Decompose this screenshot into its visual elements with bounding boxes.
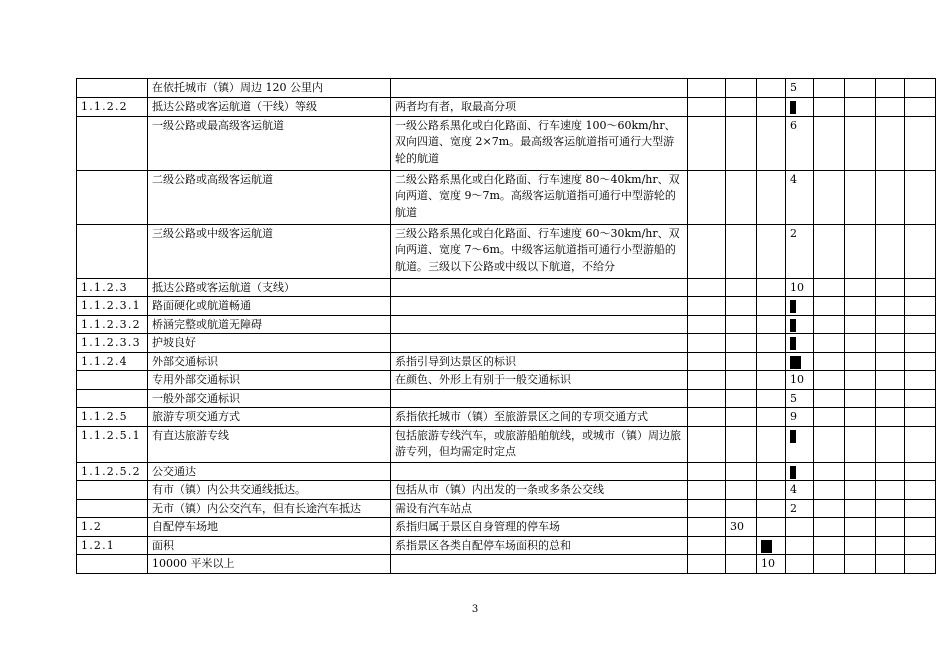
table-row	[77, 481, 936, 500]
table-row	[77, 518, 936, 537]
score-col-3	[757, 278, 786, 297]
table-row	[77, 315, 936, 334]
empty-cell	[905, 481, 936, 500]
row-code	[77, 79, 148, 98]
score-col-3	[757, 98, 786, 117]
score-col-2	[726, 278, 757, 297]
empty-cell	[876, 224, 905, 278]
empty-cell	[814, 462, 845, 481]
empty-cell	[876, 297, 905, 316]
table-row	[77, 371, 936, 390]
score-col-1	[688, 389, 726, 408]
row-item: 抵达公路或客运航道（支线）	[148, 278, 391, 297]
empty-cell	[814, 352, 845, 371]
score-col-4: 10	[786, 371, 814, 390]
score-col-2	[726, 536, 757, 555]
score-col-2: 30	[726, 518, 757, 537]
empty-cell	[876, 352, 905, 371]
score-col-4: 4	[786, 481, 814, 500]
row-description	[391, 278, 688, 297]
black-square-icon	[790, 430, 796, 443]
empty-cell	[905, 334, 936, 353]
empty-cell	[814, 408, 845, 427]
row-code: 1.1.2.3.2	[77, 315, 148, 334]
row-item: 面积	[148, 536, 391, 555]
empty-cell	[876, 481, 905, 500]
empty-cell	[814, 481, 845, 500]
score-col-1	[688, 352, 726, 371]
score-col-1	[688, 426, 726, 462]
empty-cell	[876, 536, 905, 555]
empty-cell	[905, 389, 936, 408]
empty-cell	[814, 536, 845, 555]
row-code	[77, 481, 148, 500]
row-item: 公交通达	[148, 462, 391, 481]
empty-cell	[876, 426, 905, 462]
empty-cell	[876, 278, 905, 297]
score-col-2	[726, 170, 757, 224]
empty-cell	[814, 426, 845, 462]
empty-cell	[905, 518, 936, 537]
row-code	[77, 499, 148, 518]
table-row	[77, 98, 936, 117]
empty-cell	[845, 334, 876, 353]
score-col-3	[757, 79, 786, 98]
score-col-3	[757, 224, 786, 278]
empty-cell	[905, 352, 936, 371]
table-row	[77, 499, 936, 518]
score-col-4: 6	[786, 116, 814, 170]
table-body	[77, 79, 936, 574]
row-item: 10000 平米以上	[148, 555, 391, 574]
score-col-3	[757, 334, 786, 353]
row-item: 护坡良好	[148, 334, 391, 353]
row-item: 旅游专项交通方式	[148, 408, 391, 427]
empty-cell	[814, 334, 845, 353]
row-code	[77, 555, 148, 574]
row-code	[77, 170, 148, 224]
empty-cell	[845, 389, 876, 408]
score-col-1	[688, 315, 726, 334]
row-description	[391, 315, 688, 334]
table-row	[77, 426, 936, 462]
score-col-3: 10	[757, 555, 786, 574]
row-item: 在依托城市（镇）周边 120 公里内	[148, 79, 391, 98]
row-description: 系指引导到达景区的标识	[391, 352, 688, 371]
score-col-3	[757, 536, 786, 555]
score-col-4	[786, 426, 814, 462]
score-col-1	[688, 499, 726, 518]
table-row	[77, 462, 936, 481]
score-col-2	[726, 499, 757, 518]
row-description	[391, 389, 688, 408]
row-description: 系指景区各类自配停车场面积的总和	[391, 536, 688, 555]
row-code	[77, 116, 148, 170]
empty-cell	[845, 371, 876, 390]
empty-cell	[905, 426, 936, 462]
table-row	[77, 334, 936, 353]
row-code: 1.1.2.4	[77, 352, 148, 371]
empty-cell	[876, 371, 905, 390]
empty-cell	[876, 408, 905, 427]
score-col-3	[757, 499, 786, 518]
table-row	[77, 297, 936, 316]
black-square-icon	[790, 337, 796, 350]
score-col-3	[757, 116, 786, 170]
empty-cell	[814, 555, 845, 574]
score-col-3	[757, 297, 786, 316]
score-col-3	[757, 408, 786, 427]
table-row	[77, 278, 936, 297]
empty-cell	[845, 170, 876, 224]
row-code: 1.2.1	[77, 536, 148, 555]
empty-cell	[814, 98, 845, 117]
row-item: 有市（镇）内公共交通线抵达。	[148, 481, 391, 500]
empty-cell	[814, 371, 845, 390]
empty-cell	[845, 499, 876, 518]
score-col-1	[688, 79, 726, 98]
table-row	[77, 389, 936, 408]
row-item: 三级公路或中级客运航道	[148, 224, 391, 278]
row-code: 1.1.2.5.2	[77, 462, 148, 481]
row-item: 一级公路或最高级客运航道	[148, 116, 391, 170]
score-col-1	[688, 371, 726, 390]
score-col-1	[688, 224, 726, 278]
row-item: 二级公路或高级客运航道	[148, 170, 391, 224]
score-col-1	[688, 98, 726, 117]
score-col-3	[757, 426, 786, 462]
row-code	[77, 224, 148, 278]
score-col-2	[726, 555, 757, 574]
empty-cell	[845, 116, 876, 170]
row-description: 包括从市（镇）内出发的一条或多条公交线	[391, 481, 688, 500]
empty-cell	[845, 352, 876, 371]
score-col-4	[786, 518, 814, 537]
empty-cell	[845, 462, 876, 481]
score-col-1	[688, 536, 726, 555]
empty-cell	[876, 170, 905, 224]
score-col-2	[726, 389, 757, 408]
empty-cell	[845, 79, 876, 98]
empty-cell	[814, 297, 845, 316]
score-col-4	[786, 536, 814, 555]
score-col-4	[786, 555, 814, 574]
row-code: 1.1.2.5	[77, 408, 148, 427]
row-code: 1.1.2.3	[77, 278, 148, 297]
score-col-4	[786, 315, 814, 334]
empty-cell	[814, 224, 845, 278]
empty-cell	[845, 426, 876, 462]
black-square-icon	[790, 101, 796, 114]
score-col-1	[688, 278, 726, 297]
score-col-2	[726, 116, 757, 170]
empty-cell	[905, 224, 936, 278]
row-code	[77, 371, 148, 390]
black-square-icon	[761, 540, 772, 553]
empty-cell	[845, 278, 876, 297]
score-col-1	[688, 462, 726, 481]
empty-cell	[845, 315, 876, 334]
row-code: 1.1.2.3.1	[77, 297, 148, 316]
row-description: 系指归属于景区自身管理的停车场	[391, 518, 688, 537]
table-row	[77, 79, 936, 98]
score-col-1	[688, 481, 726, 500]
score-col-2	[726, 224, 757, 278]
score-col-4: 5	[786, 79, 814, 98]
score-col-3	[757, 518, 786, 537]
score-col-1	[688, 555, 726, 574]
row-description: 两者均有者，取最高分项	[391, 98, 688, 117]
score-col-4: 2	[786, 499, 814, 518]
score-col-4: 5	[786, 389, 814, 408]
empty-cell	[905, 170, 936, 224]
empty-cell	[905, 462, 936, 481]
empty-cell	[876, 389, 905, 408]
score-col-2	[726, 462, 757, 481]
score-col-3	[757, 481, 786, 500]
score-col-4: 2	[786, 224, 814, 278]
empty-cell	[845, 408, 876, 427]
row-description: 二级公路系黑化或白化路面、行车速度 80～40km/hr、双向两道、宽度 9～7m。高级客运航道指可通行中型游轮的航道	[391, 170, 688, 224]
row-code: 1.1.2.2	[77, 98, 148, 117]
score-col-2	[726, 481, 757, 500]
score-col-3	[757, 170, 786, 224]
row-item: 自配停车场地	[148, 518, 391, 537]
row-description	[391, 334, 688, 353]
empty-cell	[845, 98, 876, 117]
row-item: 桥涵完整或航道无障碍	[148, 315, 391, 334]
empty-cell	[905, 98, 936, 117]
row-description	[391, 555, 688, 574]
empty-cell	[905, 536, 936, 555]
row-description: 需设有汽车站点	[391, 499, 688, 518]
empty-cell	[876, 555, 905, 574]
empty-cell	[814, 278, 845, 297]
row-description: 在颜色、外形上有别于一般交通标识	[391, 371, 688, 390]
row-item: 无市（镇）内公交汽车，但有长途汽车抵达	[148, 499, 391, 518]
black-square-icon	[790, 466, 796, 479]
row-item: 路面硬化或航道畅通	[148, 297, 391, 316]
empty-cell	[905, 371, 936, 390]
row-description	[391, 297, 688, 316]
scoring-table	[76, 78, 936, 574]
empty-cell	[845, 518, 876, 537]
empty-cell	[876, 116, 905, 170]
empty-cell	[814, 116, 845, 170]
empty-cell	[876, 518, 905, 537]
black-square-icon	[790, 319, 796, 332]
score-col-3	[757, 315, 786, 334]
row-item: 一般外部交通标识	[148, 389, 391, 408]
empty-cell	[814, 315, 845, 334]
page-number: 3	[471, 604, 479, 615]
empty-cell	[845, 555, 876, 574]
empty-cell	[905, 408, 936, 427]
score-col-1	[688, 297, 726, 316]
score-col-3	[757, 352, 786, 371]
empty-cell	[814, 518, 845, 537]
score-col-2	[726, 334, 757, 353]
empty-cell	[845, 481, 876, 500]
score-col-1	[688, 334, 726, 353]
score-col-4: 4	[786, 170, 814, 224]
empty-cell	[814, 389, 845, 408]
row-description: 包括旅游专线汽车，或旅游船舶航线，或城市（镇）周边旅游专列，但均需定时定点	[391, 426, 688, 462]
empty-cell	[905, 297, 936, 316]
row-code: 1.2	[77, 518, 148, 537]
empty-cell	[876, 98, 905, 117]
empty-cell	[876, 499, 905, 518]
table-row	[77, 408, 936, 427]
score-col-4: 9	[786, 408, 814, 427]
empty-cell	[905, 278, 936, 297]
score-col-4: 10	[786, 278, 814, 297]
row-description: 系指依托城市（镇）至旅游景区之间的专项交通方式	[391, 408, 688, 427]
empty-cell	[905, 499, 936, 518]
score-col-2	[726, 297, 757, 316]
table-row	[77, 224, 936, 278]
row-code: 1.1.2.3.3	[77, 334, 148, 353]
row-description	[391, 79, 688, 98]
black-square-icon	[790, 300, 796, 313]
empty-cell	[905, 116, 936, 170]
row-description: 三级公路系黑化或白化路面、行车速度 60～30km/hr、双向两道、宽度 7～6m。中级客运航道指可通行小型游船的航道。三级以下公路或中级以下航道，不给分	[391, 224, 688, 278]
empty-cell	[905, 315, 936, 334]
empty-cell	[905, 79, 936, 98]
score-col-2	[726, 79, 757, 98]
table-row	[77, 116, 936, 170]
score-col-4	[786, 334, 814, 353]
score-col-4	[786, 98, 814, 117]
black-square-icon	[790, 356, 801, 369]
score-col-2	[726, 98, 757, 117]
score-col-3	[757, 462, 786, 481]
score-col-3	[757, 389, 786, 408]
empty-cell	[814, 499, 845, 518]
row-item: 有直达旅游专线	[148, 426, 391, 462]
table-row	[77, 536, 936, 555]
score-col-2	[726, 352, 757, 371]
empty-cell	[845, 224, 876, 278]
empty-cell	[876, 334, 905, 353]
empty-cell	[905, 555, 936, 574]
row-code	[77, 389, 148, 408]
score-col-4	[786, 297, 814, 316]
score-col-1	[688, 408, 726, 427]
table-row	[77, 352, 936, 371]
table-row	[77, 555, 936, 574]
score-col-3	[757, 371, 786, 390]
row-item: 抵达公路或客运航道（干线）等级	[148, 98, 391, 117]
empty-cell	[876, 462, 905, 481]
row-description	[391, 462, 688, 481]
score-col-2	[726, 315, 757, 334]
score-col-2	[726, 371, 757, 390]
score-col-2	[726, 408, 757, 427]
empty-cell	[876, 79, 905, 98]
score-col-1	[688, 170, 726, 224]
score-col-1	[688, 518, 726, 537]
row-description: 一级公路系黑化或白化路面、行车速度 100～60km/hr、双向四道、宽度 2×7m。最高级客运航道指可通行大型游轮的航道	[391, 116, 688, 170]
row-item: 外部交通标识	[148, 352, 391, 371]
table-row	[77, 170, 936, 224]
score-col-2	[726, 426, 757, 462]
empty-cell	[845, 297, 876, 316]
score-col-4	[786, 462, 814, 481]
empty-cell	[845, 536, 876, 555]
row-code: 1.1.2.5.1	[77, 426, 148, 462]
score-col-1	[688, 116, 726, 170]
empty-cell	[814, 170, 845, 224]
empty-cell	[876, 315, 905, 334]
row-item: 专用外部交通标识	[148, 371, 391, 390]
score-col-4	[786, 352, 814, 371]
empty-cell	[814, 79, 845, 98]
